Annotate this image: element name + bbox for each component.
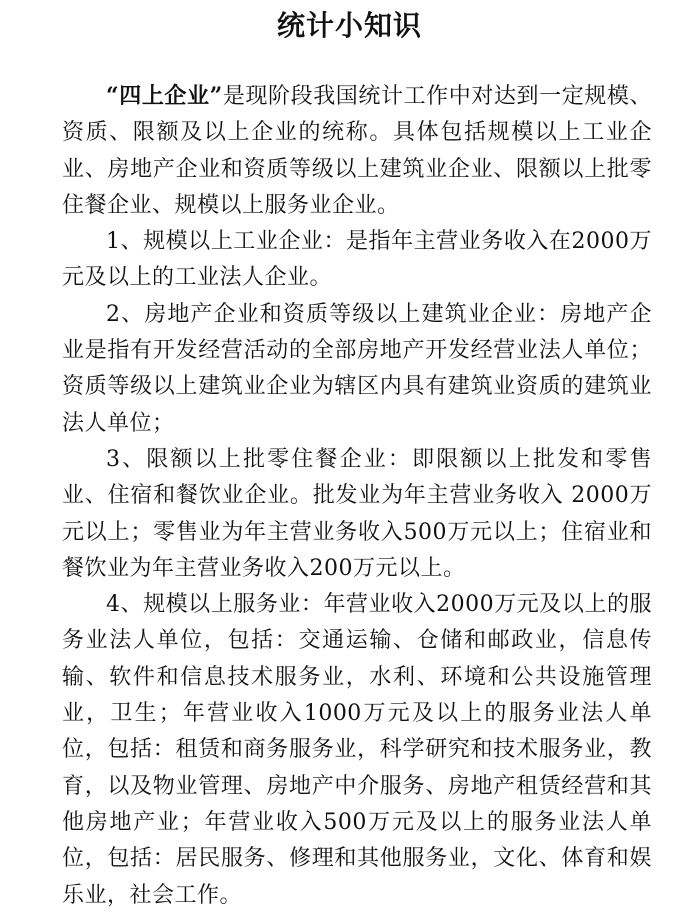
item-paragraph-3: 3、限额以上批零住餐企业：即限额以上批发和零售业、住宿和餐饮业企业。批发业为年主营业务收入 2000万元以上；零售业为年主营业务收入500万元以上；住宿业和餐饮业为年主营业务收入200万元以上。	[62, 446, 652, 581]
document-body	[62, 78, 652, 914]
intro-text: 是现阶段我国统计工作中对达到一定规模、资质、限额及以上企业的统称。具体包括规模以上工业企业、房地产企业和资质等级以上建筑业企业、限额以上批零住餐企业、规模以上服务业企业。	[62, 84, 652, 218]
intro-paragraph	[62, 78, 652, 224]
page-title: 统计小知识	[276, 9, 422, 42]
item-paragraph-2: 2、房地产企业和资质等级以上建筑业企业：房地产企业是指有开发经营活动的全部房地产开发经营业法人单位；资质等级以上建筑业企业为辖区内具有建筑业资质的建筑业法人单位；	[62, 301, 652, 436]
intro-lead-term: “四上企业”	[106, 83, 223, 109]
item-paragraph-1: 1、规模以上工业企业：是指年主营业务收入在2000万元及以上的工业法人企业。	[62, 229, 652, 291]
item-paragraph-4: 4、规模以上服务业：年营业收入2000万元及以上的服务业法人单位，包括：交通运输、仓储和邮政业，信息传输、软件和信息技术服务业，水利、环境和公共设施管理业，卫生；年营业收入1000万元及以上的服务业法人单位，包括：租赁和商务服务业，科学研究和技术服务业，教育，以及物业管理、房地产中介服务、房地产租赁经营和其他房地产业；年营业收入500万元及以上的服务业法人单位，包括：居民服务、修理和其他服务业，文化、体育和娱乐业，社会工作。	[62, 592, 652, 908]
